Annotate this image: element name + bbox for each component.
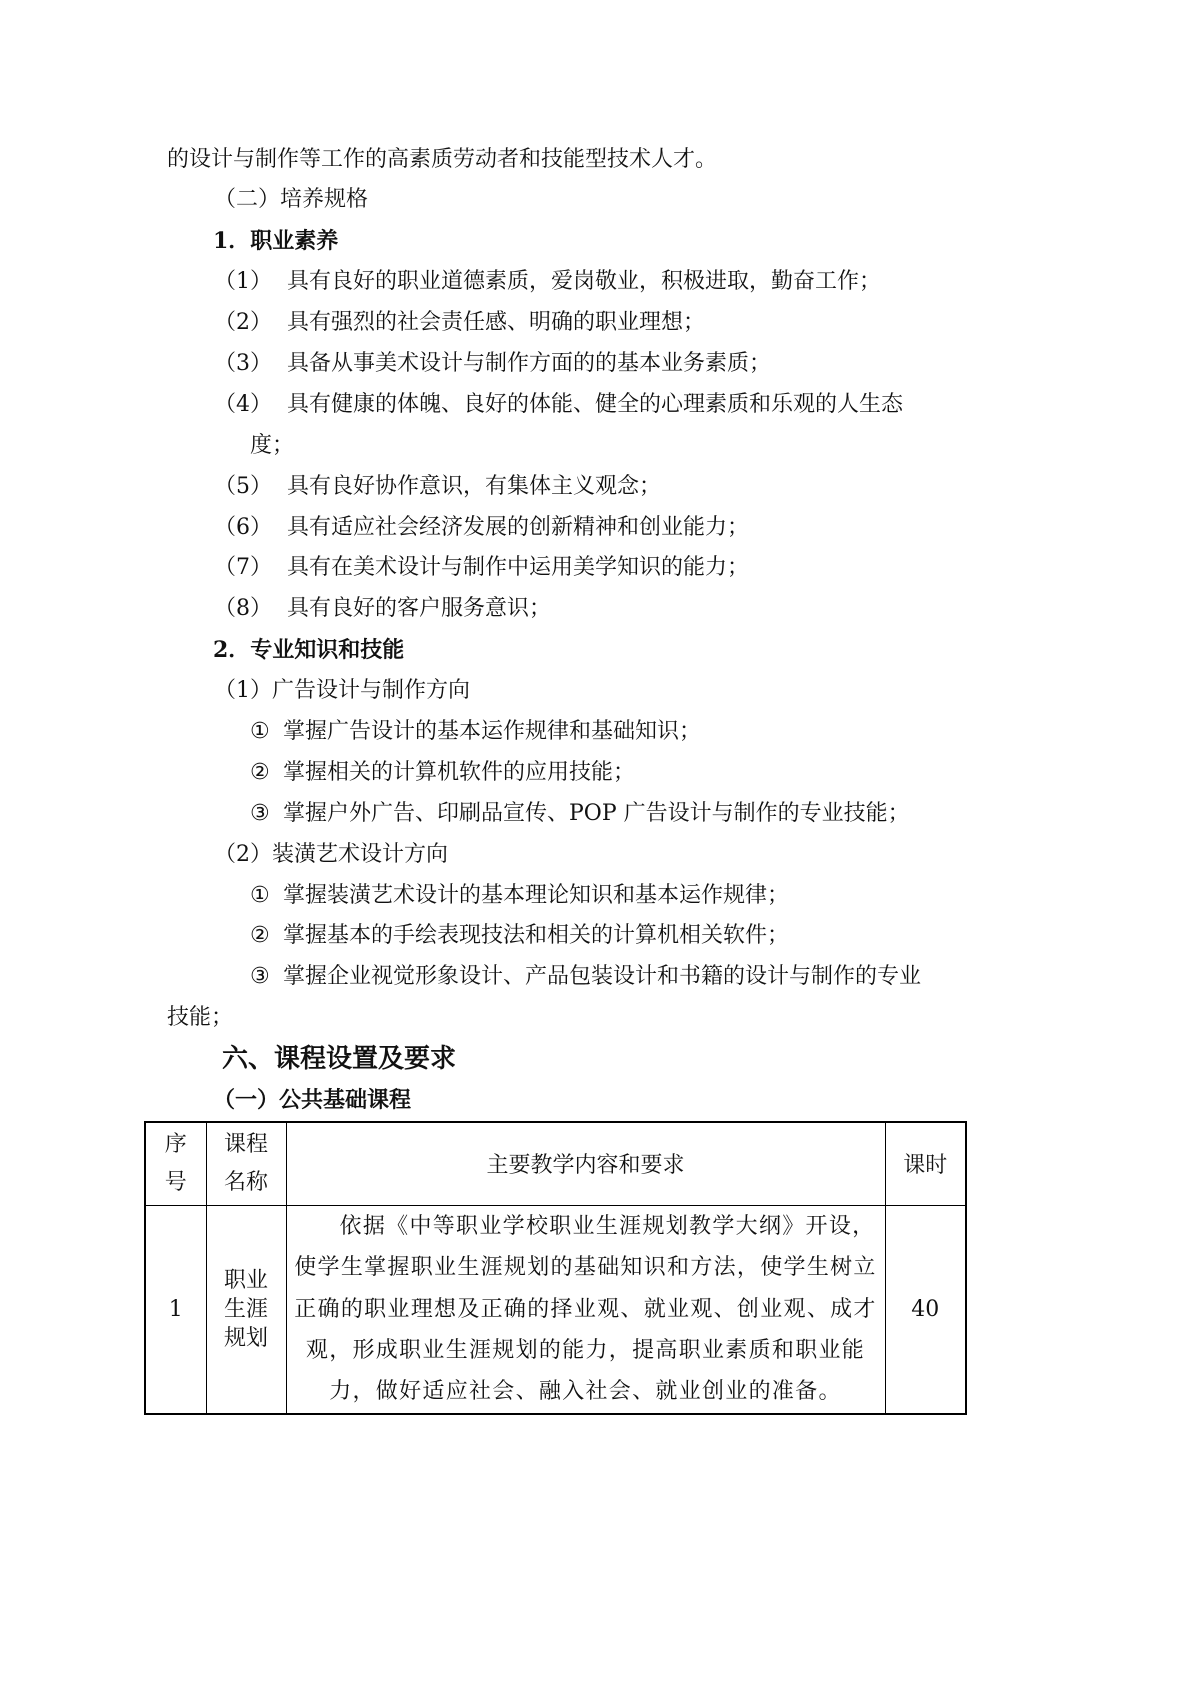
item-text: 掌握相关的计算机软件的应用技能； [283, 759, 636, 785]
item-text: 具有适应社会经济发展的创新精神和创业能力； [287, 514, 750, 540]
item-number: （6） [214, 514, 272, 540]
list-item [0, 385, 1199, 426]
list-item [0, 467, 1199, 508]
course-name-line: 职业 [223, 1267, 268, 1293]
item-text: 具有在美术设计与制作中运用美学知识的能力； [287, 555, 750, 581]
cell-hours: 40 [885, 1205, 966, 1414]
list-item [0, 876, 1199, 917]
item-number: ③ [250, 964, 270, 990]
header-text: 序 [164, 1131, 187, 1157]
table-row [145, 1205, 966, 1414]
item-number: （2） [214, 310, 272, 336]
table-header-row [145, 1122, 966, 1205]
item-number: ② [250, 759, 270, 785]
item-number: （1） [214, 269, 272, 295]
item-number: ③ [250, 800, 270, 826]
item-text: 掌握装潢艺术设计的基本理论知识和基本运作规律； [283, 882, 790, 908]
list-item [0, 589, 1199, 630]
direction-heading-advertising: （1）广告设计与制作方向 [214, 678, 470, 704]
header-text: 号 [164, 1169, 187, 1195]
content-line: 力，做好适应社会、融入社会、就业创业的准备。 [329, 1379, 842, 1405]
list-item [0, 916, 1199, 957]
item-text: 具有强烈的社会责任感、明确的职业理想； [287, 310, 706, 336]
header-text: 名称 [223, 1169, 268, 1195]
section-heading-training-spec: （二）培养规格 [214, 187, 369, 213]
header-text: 课程 [223, 1131, 268, 1157]
item-text: 具有良好协作意识，有集体主义观念； [287, 473, 662, 499]
direction-heading-decoration-art: （2）装潢艺术设计方向 [214, 841, 448, 867]
course-name-line: 生涯 [223, 1296, 268, 1322]
item-number: （3） [214, 350, 272, 376]
header-cell-number [145, 1122, 206, 1205]
subsection-heading-skills: 2．专业知识和技能 [213, 637, 405, 664]
table-section-heading: （一）公共基础课程 [213, 1086, 412, 1113]
cell-content [286, 1205, 885, 1414]
item-number: ① [250, 882, 270, 908]
item-number: （8） [214, 596, 272, 622]
list-item [0, 753, 1199, 794]
list-item [0, 548, 1199, 589]
item-number: （4） [214, 391, 272, 417]
content-line: 观，形成职业生涯规划的能力，提高职业素质和职业能 [305, 1337, 866, 1363]
header-cell-content: 主要教学内容和要求 [286, 1122, 885, 1205]
header-cell-hours: 课时 [885, 1122, 966, 1205]
item-number: （5） [214, 473, 272, 499]
item-text: 具备从事美术设计与制作方面的的基本业务素质； [287, 350, 772, 376]
content-line: 使学生掌握职业生涯规划的基础知识和方法，使学生树立 [294, 1255, 877, 1281]
item-text: 掌握企业视觉形象设计、产品包装设计和书籍的设计与制作的专业 [283, 964, 922, 990]
cell-course-name [206, 1205, 286, 1414]
list-item [0, 303, 1199, 344]
content-line: 依据《中等职业学校职业生涯规划教学大纲》开设， [339, 1213, 876, 1239]
course-table [144, 1121, 967, 1415]
item-text: 掌握广告设计的基本运作规律和基础知识； [283, 718, 702, 744]
item-number: ② [250, 923, 270, 949]
item-number: ① [250, 718, 270, 744]
item-number: （7） [214, 555, 272, 581]
list-item [0, 508, 1199, 549]
course-name-line: 规划 [223, 1325, 268, 1351]
continuation-line: 的设计与制作等工作的高素质劳动者和技能型技术人才。 [167, 146, 718, 172]
body-text [0, 140, 1199, 1121]
list-item [0, 957, 1199, 998]
chapter-heading: 六、课程设置及要求 [222, 1044, 457, 1075]
item-text: 具有健康的体魄、良好的体能、健全的心理素质和乐观的人生态 [287, 391, 904, 417]
item-text: 具有良好的客户服务意识； [287, 596, 552, 622]
item-text: 具有良好的职业道德素质，爱岗敬业，积极进取，勤奋工作； [287, 269, 882, 295]
list-item [0, 344, 1199, 385]
list-item [0, 262, 1199, 303]
list-item [0, 712, 1199, 753]
item-text: 掌握户外广告、印刷品宣传、POP 广告设计与制作的专业技能； [283, 800, 910, 826]
content-line: 正确的职业理想及正确的择业观、就业观、创业观、成才 [294, 1296, 877, 1322]
cell-number: 1 [145, 1205, 206, 1414]
subsection-heading-professional-quality: 1．职业素养 [213, 228, 339, 255]
item-text-continuation: 技能； [167, 1005, 234, 1031]
item-text-continuation: 度； [250, 432, 295, 458]
item-text: 掌握基本的手绘表现技法和相关的计算机相关软件； [283, 923, 790, 949]
header-cell-course-name [206, 1122, 286, 1205]
list-item [0, 794, 1199, 835]
